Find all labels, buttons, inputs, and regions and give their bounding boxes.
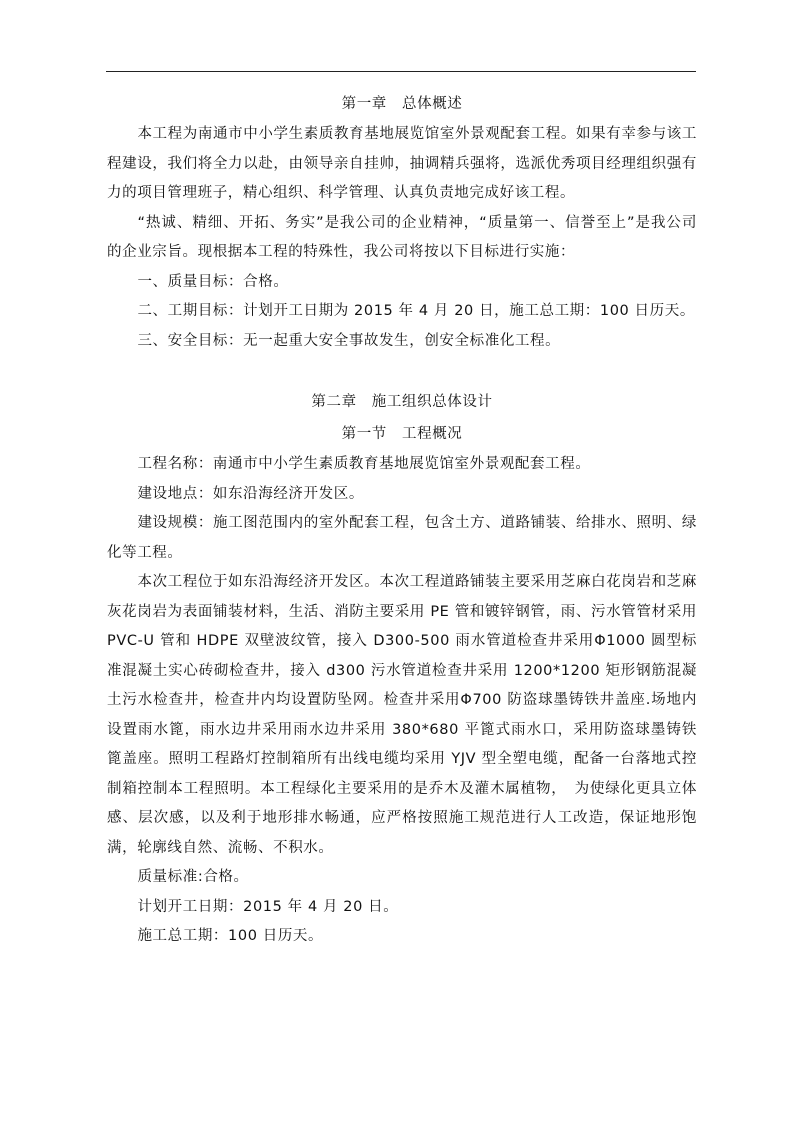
chapter1-safety-goal: 三、安全目标：无一起重大安全事故发生，创安全标准化工程。	[137, 332, 561, 349]
project-scale: 建设规模：施工图范围内的室外配套工程，包含土方、道路铺装、给排水、照明、绿化等工程。	[107, 515, 697, 561]
section1-title: 第一节 工程概况	[341, 426, 463, 442]
quality-standard: 质量标准:合格。	[137, 869, 249, 885]
project-name: 工程名称：南通市中小学生素质教育基地展览馆室外景观配套工程。	[137, 456, 591, 472]
chapter1-paragraph-2: “热诚、精细、开拓、务实”是我公司的企业精神，“质量第一、信誉至上”是我公司的企业宗旨。现根据本工程的特殊性，我公司将按以下目标进行实施：	[107, 214, 697, 260]
chapter1-schedule-goal: 二、工期目标：计划开工日期为 2015 年 4 月 20 日，施工总工期：100 日历天。	[137, 303, 695, 319]
header-rule	[106, 71, 696, 72]
chapter-gap	[107, 356, 697, 386]
chapter1-title: 第一章 总体概述	[341, 96, 463, 112]
project-location: 建设地点：如东沿海经济开发区。	[137, 485, 364, 502]
planned-start-date: 计划开工日期：2015 年 4 月 20 日。	[137, 898, 399, 915]
project-description: 本次工程位于如东沿海经济开发区。本次工程道路铺装主要采用芝麻白花岗岩和芝麻灰花岗岩为表面铺装材料，生活、消防主要采用 PE 管和镀锌钢管，雨、污水管管材采用 PVC-U 管和 HDPE 双壁波纹管，接入 D300-500 雨水管道检查井采用Φ1000 圆型标准混凝土实心砖砌检查井，接入 d300 污水管道检查井采用 1200*1200 矩形钢筋混凝土污水检查井，检查井内均设置防坠网。检查井采用Φ700 防盗球墨铸铁井盖座.场地内设置雨水篦，雨水边井采用雨水边井采用 380*680 平篦式雨水口，采用防盗球墨铸铁篦盖座。照明工程路灯控制箱所有出线电缆均采用 YJV 型全塑电缆，配备一台落地式控制箱控制本工程照明。本工程绿化主要采用的是乔木及灌木属植物， 为使绿化更具立体感、层次感，以及利于地形排水畅通，应严格按照施工规范进行人工改造，保证地形饱满，轮廓线自然、流畅、不积水。	[107, 574, 697, 856]
document-page	[107, 88, 697, 952]
chapter2-title: 第二章 施工组织总体设计	[311, 394, 493, 410]
chapter1-quality-goal: 一、质量目标：合格。	[137, 273, 289, 290]
total-duration: 施工总工期：100 日历天。	[137, 928, 324, 944]
chapter1-paragraph-1: 本工程为南通市中小学生素质教育基地展览馆室外景观配套工程。如果有幸参与该工程建设，我们将全力以赴，由领导亲自挂帅，抽调精兵强将，选派优秀项目经理组织强有力的项目管理班子，精心组织、科学管理、认真负责地完成好该工程。	[107, 126, 697, 201]
